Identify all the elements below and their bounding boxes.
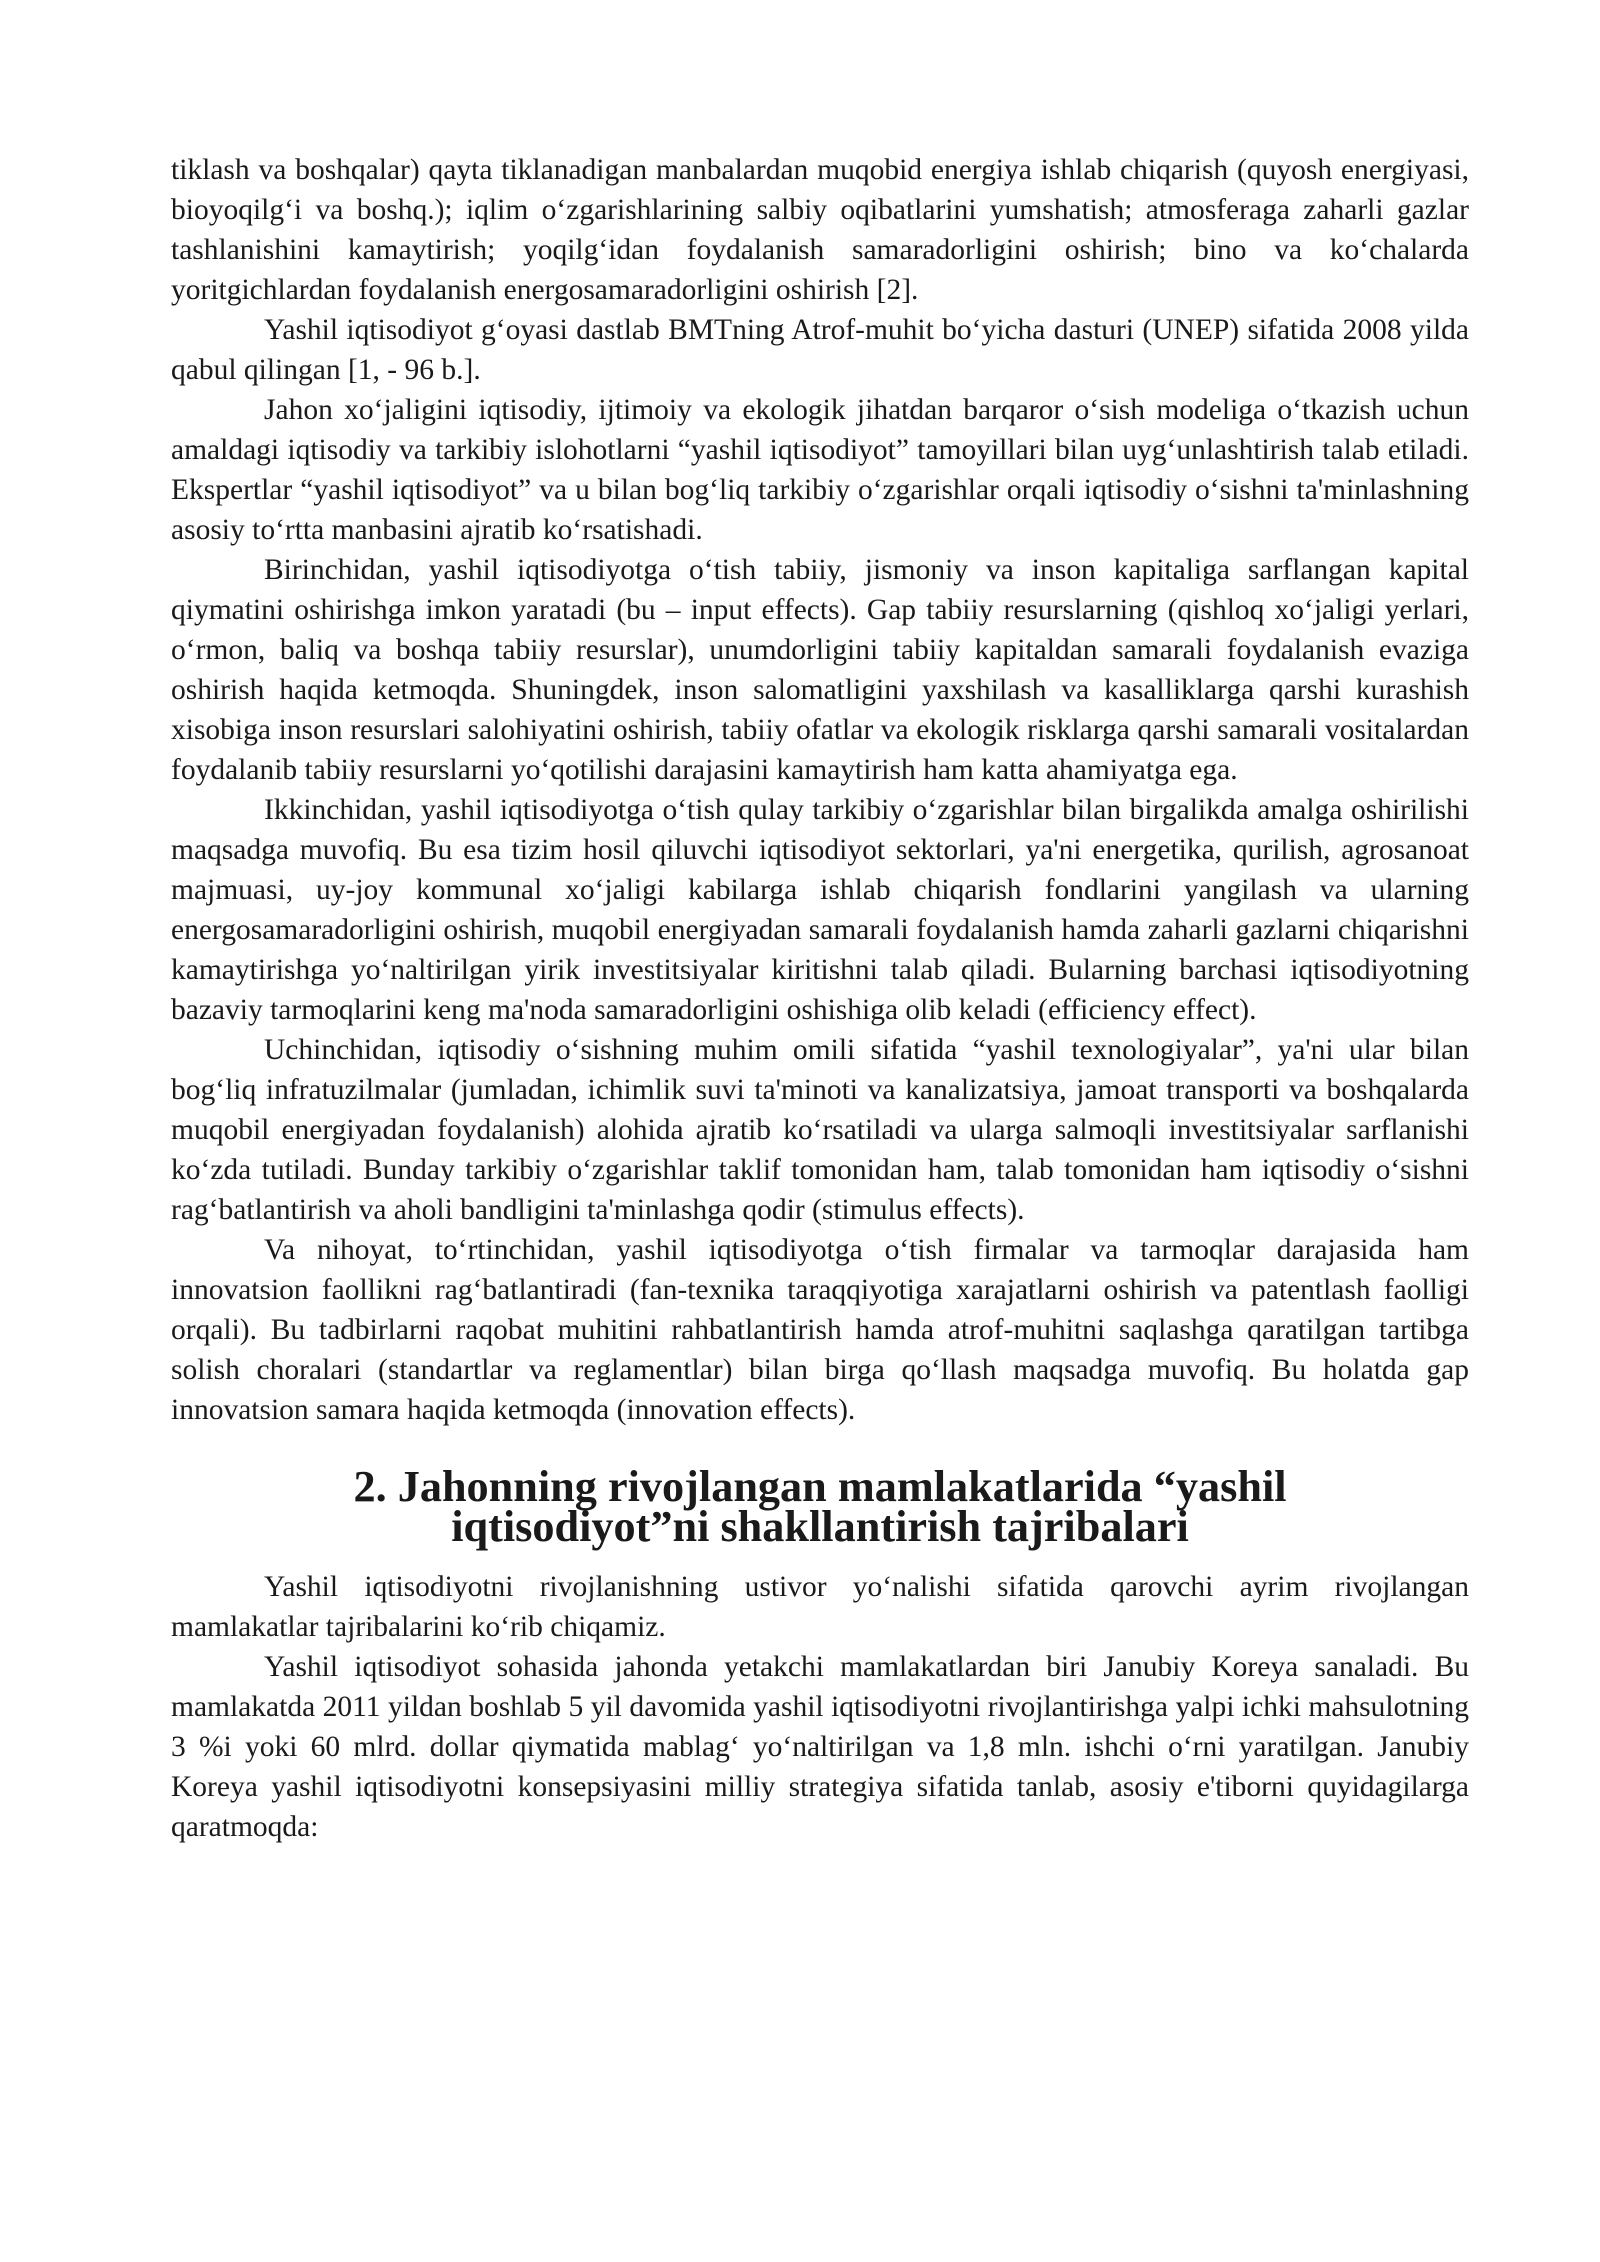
- paragraph-unep: Yashil iqtisodiyot g‘oyasi dastlab BMTning Atrof-muhit bo‘yicha dasturi (UNEP) sifatida 2008 yilda qabul qilingan [1, - 96 b.].: [171, 314, 1469, 386]
- section-heading: 2. Jahonning rivojlangan mamlakatlarida “yashil iqtisodiyot”ni shakllantirish tajribalari: [353, 1462, 1287, 1551]
- paragraph-second-source: Ikkinchidan, yashil iqtisodiyotga o‘tish qulay tarkibiy o‘zgarishlar bilan birgalikda amalga oshirilishi maqsadga muvofiq. Bu esa tizim hosil qiluvchi iqtisodiyot sektorlari, ya'ni energetika, qurilish, agrosanoat majmuasi, uy-joy kommunal xo‘jaligi kabilarga ishlab chiqarish fondlarini yangilash va ularning energosamaradorligini oshirish, muqobil energiyadan samarali foydalanish hamda zaharli gazlarni chiqarishni kamaytirishga yo‘naltirilgan yirik investitsiyalar kiritishni talab qiladi. Bularning barchasi iqtisodiyotning bazaviy tarmoqlarini keng ma'noda samaradorligini oshishiga olib keladi (efficiency effect).: [171, 794, 1469, 1026]
- document-page: [171, 150, 1469, 1847]
- paragraph-third-source: Uchinchidan, iqtisodiy o‘sishning muhim omili sifatida “yashil texnologiyalar”, ya'ni ular bilan bog‘liq infratuzilmalar (jumladan, ichimlik suvi ta'minoti va kanalizatsiya, jamoat transporti va boshqalarda muqobil energiyadan foydalanish) alohida ajratib ko‘rsatiladi va ularga salmoqli investitsiyalar sarflanishi ko‘zda tutiladi. Bunday tarkibiy o‘zgarishlar taklif tomonidan ham, talab tomonidan ham iqtisodiy o‘sishni rag‘batlantirish va aholi bandligini ta'minlashga qodir (stimulus effects).: [171, 1034, 1469, 1226]
- paragraph-fourth-source: Va nihoyat, to‘rtinchidan, yashil iqtisodiyotga o‘tish firmalar va tarmoqlar darajasida ham innovatsion faollikni rag‘batlantiradi (fan-texnika taraqqiyotiga xarajatlarni oshirish va patentlash faolligi orqali). Bu tadbirlarni raqobat muhitini rahbatlantirish hamda atrof-muhitni saqlashga qaratilgan tartibga solish choralari (standartlar va reglamentlar) bilan birga qo‘llash maqsadga muvofiq. Bu holatda gap innovatsion samara haqida ketmoqda (innovation effects).: [171, 1234, 1469, 1426]
- paragraph-south-korea: Yashil iqtisodiyot sohasida jahonda yetakchi mamlakatlardan biri Janubiy Koreya sanaladi. Bu mamlakatda 2011 yildan boshlab 5 yil davomida yashil iqtisodiyotni rivojlantirishga yalpi ichki mahsulotning 3 %i yoki 60 mlrd. dollar qiymatida mablag‘ yo‘naltirilgan va 1,8 mln. ishchi o‘rni yaratilgan. Janubiy Koreya yashil iqtisodiyotni konsepsiyasini milliy strategiya sifatida tanlab, asosiy e'tiborni quyidagilarga qaratmoqda:: [171, 1651, 1469, 1843]
- paragraph-continuation: tiklash va boshqalar) qayta tiklanadigan manbalardan muqobid energiya ishlab chiqarish (quyosh energiyasi, bioyoqilg‘i va boshq.); iqlim o‘zgarishlarining salbiy oqibatlarini yumshatish; atmosferaga zaharli gazlar tashlanishini kamaytirish; yoqilg‘idan foydalanish samaradorligini oshirish; bino va ko‘chalarda yoritgichlardan foydalanish energosamaradorligini oshirish [2].: [171, 154, 1469, 306]
- paragraph-world-economy: Jahon xo‘jaligini iqtisodiy, ijtimoiy va ekologik jihatdan barqaror o‘sish modeliga o‘tkazish uchun amaldagi iqtisodiy va tarkibiy islohotlarni “yashil iqtisodiyot” tamoyillari bilan uyg‘unlashtirish talab etiladi. Ekspertlar “yashil iqtisodiyot” va u bilan bog‘liq tarkibiy o‘zgarishlar orqali iqtisodiy o‘sishni ta'minlashning asosiy to‘rtta manbasini ajratib ko‘rsatishadi.: [171, 394, 1469, 546]
- paragraph-experience-intro: Yashil iqtisodiyotni rivojlanishning ustivor yo‘nalishi sifatida qarovchi ayrim rivojlangan mamlakatlar tajribalarini ko‘rib chiqamiz.: [171, 1571, 1469, 1643]
- paragraph-first-source: Birinchidan, yashil iqtisodiyotga o‘tish tabiiy, jismoniy va inson kapitaliga sarflangan kapital qiymatini oshirishga imkon yaratadi (bu – input effects). Gap tabiiy resurslarning (qishloq xo‘jaligi yerlari, o‘rmon, baliq va boshqa tabiiy resurslar), unumdorligini tabiiy kapitaldan samarali foydalanish evaziga oshirish haqida ketmoqda. Shuningdek, inson salomatligini yaxshilash va kasalliklarga qarshi kurashish xisobiga inson resurslari salohiyatini oshirish, tabiiy ofatlar va ekologik risklarga qarshi samarali vositalardan foydalanib tabiiy resurslarni yo‘qotilishi darajasini kamaytirish ham katta ahamiyatga ega.: [171, 554, 1469, 786]
